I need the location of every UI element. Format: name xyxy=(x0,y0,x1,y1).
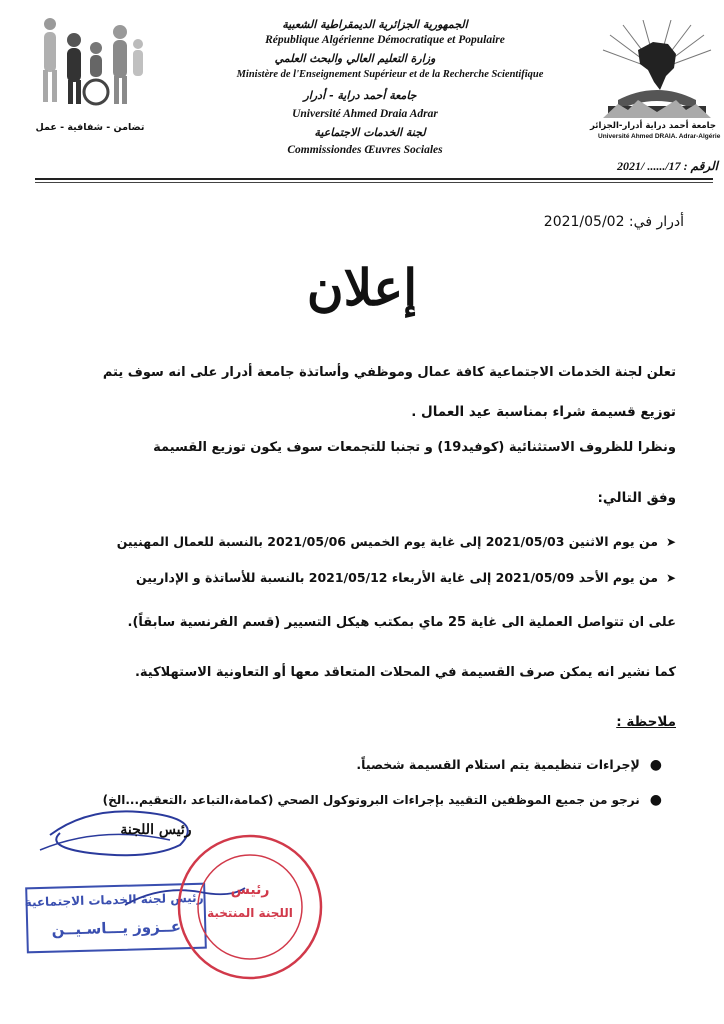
round-stamp-center-2: اللجنة المنتخبة xyxy=(207,906,293,920)
schedule-item-1 xyxy=(117,534,676,549)
name-stamp-line-2: عــزوز يـــاسـيــن xyxy=(51,917,182,939)
announcement-title: إعلان xyxy=(306,258,418,317)
schedule-item-2-text: من يوم الأحد 2021/05/09 إلى غاية الأربعاء 2021/05/12 بالنسبة للأساتذة و الإداريين xyxy=(136,570,658,585)
arrow-bullet-icon: ➤ xyxy=(665,571,676,585)
round-stamp-ring-text xyxy=(175,832,180,835)
official-round-stamp xyxy=(175,832,325,982)
paragraph-1-line-2: توزيع قسيمة شراء بمناسبة عيد العمال . xyxy=(411,404,676,420)
paragraph-2-line-2: وفق التالي: xyxy=(597,490,676,506)
paragraph-1-line-1: تعلن لجنة الخدمات الاجتماعية كافة عمال وموظفي وأساتذة جامعة أدرار على انه سوف يتم xyxy=(102,365,676,380)
university-logo-ar: جامعة أحمد دراية أدرار-الجزائر xyxy=(590,121,716,131)
university-logo-fr: Université Ahmed DRAIA. Adrar-Algérie xyxy=(598,133,721,140)
paragraph-2-line-1: ونظرا للظروف الاستثنائية (كوفيد19) و تجنبا للتجمعات سوف يكون توزيع القسيمة xyxy=(153,440,676,455)
header-line-fr-4: Commissiondes Œuvres Sociales xyxy=(287,144,443,156)
date-line: أدرار في: 2021/05/02 xyxy=(543,214,684,230)
note-item-1-text: لإجراءات تنظيمية يتم استلام القسيمة شخصياً. xyxy=(356,757,640,772)
header-divider-thin xyxy=(35,182,713,183)
header-line-ar-4: لجنة الخدمات الاجتماعية xyxy=(314,126,426,139)
left-logo-caption: تضامن - شفافية - عمل xyxy=(35,122,145,133)
reference-label: الرقم : xyxy=(683,159,718,173)
header-line-fr-2: Ministère de l'Enseignement Supérieur et de la Recherche Scientifique xyxy=(236,69,544,80)
university-logo xyxy=(590,20,721,145)
arrow-bullet-icon: ➤ xyxy=(665,535,676,549)
note-item-1 xyxy=(356,757,662,773)
paragraph-3: على ان تتواصل العملية الى غاية 25 ماي بمكتب هيكل التسيير (قسم الفرنسية سابقاً). xyxy=(127,615,676,630)
bullet-dot-icon: ● xyxy=(649,757,662,773)
header-line-ar-3: جامعة أحمد دراية - أدرار xyxy=(303,89,417,102)
schedule-item-1-text: من يوم الاثنين 2021/05/03 إلى غاية يوم الخميس 2021/05/06 بالنسبة للعمال المهنيين xyxy=(116,534,658,549)
header-line-fr-1: République Algérienne Démocratique et Populaire xyxy=(265,34,505,46)
left-logo xyxy=(30,10,150,133)
signature-title: رئيس اللجنة xyxy=(120,822,192,838)
round-stamp-center-1: رئيس xyxy=(230,882,270,898)
name-stamp-line-1: رئيس لجنة الخدمات الاجتماعية xyxy=(24,890,204,910)
schedule-item-2 xyxy=(136,570,676,585)
header-divider xyxy=(35,178,713,180)
svg-text:وزارة التعليم العالي والبحث ال xyxy=(175,832,180,835)
bullet-dot-icon: ● xyxy=(649,792,662,808)
header-line-fr-3: Université Ahmed Draia Adrar xyxy=(292,108,438,120)
notes-label: ملاحظة : xyxy=(616,714,676,730)
people-figures-icon xyxy=(30,10,150,130)
header-line-ar-1: الجمهورية الجزائرية الديمقراطية الشعبية xyxy=(282,18,468,31)
reference-number xyxy=(618,159,718,174)
note-item-2-text: نرجو من جميع الموظفين التقييد بإجراءات البروتوكول الصحي (كمامة،التباعد ،التعقيم...الخ) xyxy=(102,793,640,807)
university-emblem-icon xyxy=(598,20,716,120)
header-line-ar-2: وزارة التعليم العالي والبحث العلمي xyxy=(274,52,436,65)
paragraph-4: كما نشير انه يمكن صرف القسيمة في المحلات المتعاقد معها أو التعاونية الاستهلاكية. xyxy=(134,665,676,680)
reference-value: 2021/ ....../17 xyxy=(616,159,681,173)
